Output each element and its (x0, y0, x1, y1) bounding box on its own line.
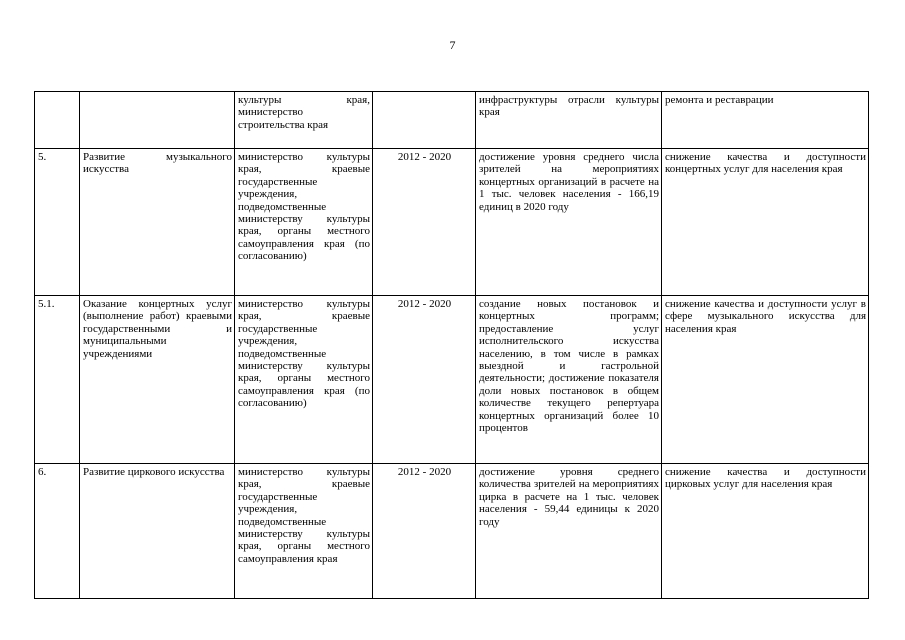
table-row (35, 464, 869, 599)
cell-number (35, 92, 80, 149)
cell-measure-name: Развитие циркового искусства (80, 464, 235, 599)
table-row (35, 296, 869, 464)
cell-period: 2012 - 2020 (373, 464, 476, 599)
cell-consequences: снижение качества и доступности концертных услуг для населения края (662, 149, 869, 296)
table-row (35, 92, 869, 149)
cell-period: 2012 - 2020 (373, 296, 476, 464)
cell-period: 2012 - 2020 (373, 149, 476, 296)
page-number: 7 (449, 38, 456, 52)
cell-executors: министерство культуры края, краевые государственные учреждения, подведомственные министерству культуры края, органы местного самоуправления края (по согласованию) (235, 296, 373, 464)
cell-executors: министерство культуры края, краевые государственные учреждения, подведомственные министерству культуры края, органы местного самоуправления края (по согласованию) (235, 149, 373, 296)
table-row (35, 149, 869, 296)
cell-period (373, 92, 476, 149)
cell-executors: культуры края, министерство строительства края (235, 92, 373, 149)
cell-consequences: снижение качества и доступности цирковых услуг для населения края (662, 464, 869, 599)
cell-expected-result: достижение уровня среднего количества зрителей на мероприятиях цирка в расчете на 1 тыс. человек населения - 59,44 единицы к 2020 году (476, 464, 662, 599)
cell-number: 5. (35, 149, 80, 296)
cell-measure-name (80, 92, 235, 149)
cell-measure-name: Оказание концертных услуг (выполнение работ) краевыми государственными и муниципальными учреждениями (80, 296, 235, 464)
measures-table (34, 91, 869, 599)
cell-number: 5.1. (35, 296, 80, 464)
cell-expected-result: инфраструктуры отрасли культуры края (476, 92, 662, 149)
cell-consequences: ремонта и реставрации (662, 92, 869, 149)
cell-consequences: снижение качества и доступности услуг в сфере музыкального искусства для населения края (662, 296, 869, 464)
cell-number: 6. (35, 464, 80, 599)
cell-executors: министерство культуры края, краевые государственные учреждения, подведомственные министерству культуры края, органы местного самоуправления края (235, 464, 373, 599)
cell-expected-result: создание новых постановок и концертных программ; предоставление услуг исполнительского искусства населению, в том числе в рамках выездной и гастрольной деятельности; достижение показателя доли новых постановок в общем количестве текущего репертуара концертных организаций более 10 процентов (476, 296, 662, 464)
cell-measure-name: Развитие музыкального искусства (80, 149, 235, 296)
cell-expected-result: достижение уровня среднего числа зрителей на мероприятиях концертных организаций в расчете на 1 тыс. человек населения - 166,19 единиц в 2020 году (476, 149, 662, 296)
